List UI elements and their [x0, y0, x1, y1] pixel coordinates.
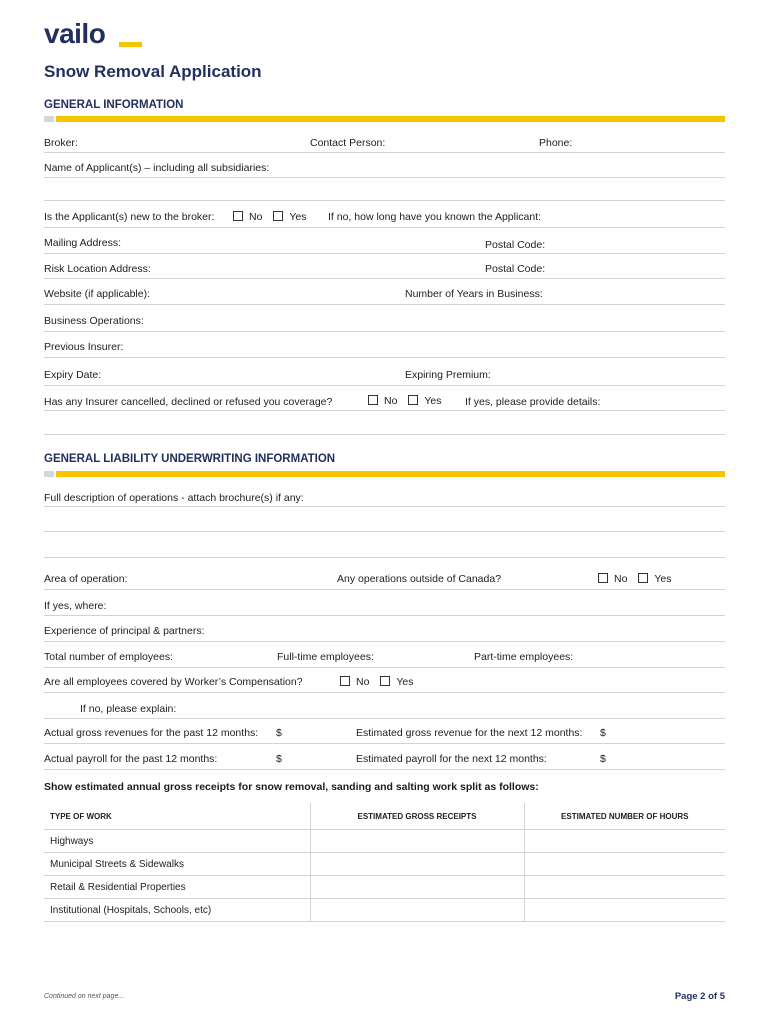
yes-label: Yes — [289, 211, 307, 223]
area-line[interactable] — [44, 589, 725, 590]
type-of-work-header: TYPE OF WORK — [44, 803, 310, 830]
new-to-broker-yes-checkbox[interactable] — [273, 211, 283, 221]
actual-revenue-currency: $ — [276, 727, 282, 739]
table-row — [44, 899, 725, 922]
receipts-cell[interactable] — [310, 830, 524, 853]
table-header-row — [44, 803, 725, 830]
table-row — [44, 876, 725, 899]
revenue-line[interactable] — [44, 743, 725, 744]
work-type-municipal: Municipal Streets & Sidewalks — [44, 853, 310, 876]
part-time-label: Part-time employees: — [474, 651, 574, 663]
work-split-table — [44, 803, 725, 922]
phone-label: Phone: — [539, 137, 573, 149]
new-to-broker-label: Is the Applicant(s) new to the broker: — [44, 211, 215, 223]
previous-insurer-line[interactable] — [44, 357, 725, 358]
total-employees-label: Total number of employees: — [44, 651, 173, 663]
section-bar-grey — [44, 471, 54, 477]
number-of-hours-header: ESTIMATED NUMBER OF HOURS — [524, 803, 725, 830]
wc-yes-checkbox[interactable] — [380, 676, 390, 686]
receipts-cell[interactable] — [310, 876, 524, 899]
cancelled-no-checkbox[interactable] — [368, 395, 378, 405]
est-payroll-label: Estimated payroll for the next 12 months: — [356, 753, 547, 765]
table-row — [44, 853, 725, 876]
experience-line[interactable] — [44, 641, 725, 642]
mailing-address-label: Mailing Address: — [44, 237, 122, 249]
no-label: No — [249, 211, 263, 223]
payroll-line[interactable] — [44, 769, 725, 770]
description-line-1[interactable] — [44, 506, 725, 507]
vailo-logo: vailo — [44, 18, 106, 49]
actual-payroll-currency: $ — [276, 753, 282, 765]
liability-heading: GENERAL LIABILITY UNDERWRITING INFORMATION — [44, 453, 336, 465]
yes-label: Yes — [654, 573, 672, 585]
applicant-line-2[interactable] — [44, 200, 725, 201]
gross-receipts-header: ESTIMATED GROSS RECEIPTS — [310, 803, 524, 830]
outside-canada-yes-checkbox[interactable] — [638, 573, 648, 583]
page-title: Snow Removal Application — [44, 62, 262, 81]
expiry-line[interactable] — [44, 385, 725, 386]
business-operations-line[interactable] — [44, 331, 725, 332]
hours-cell[interactable] — [524, 853, 725, 876]
previous-insurer-label: Previous Insurer: — [44, 341, 124, 353]
page-number: Page 2 of 5 — [674, 991, 725, 1002]
hours-cell[interactable] — [524, 876, 725, 899]
where-line[interactable] — [44, 615, 725, 616]
postal-code-2-label: Postal Code: — [485, 263, 546, 275]
expiring-premium-label: Expiring Premium: — [405, 369, 491, 381]
business-operations-label: Business Operations: — [44, 315, 144, 327]
how-long-label: If no, how long have you known the Applicant: — [328, 211, 542, 223]
est-revenue-currency: $ — [600, 727, 606, 739]
continued-note: Continued on next page... — [44, 993, 125, 1000]
mailing-address-line[interactable] — [44, 253, 725, 254]
work-type-institutional: Institutional (Hospitals, Schools, etc) — [44, 899, 310, 922]
broker-line[interactable] — [44, 152, 725, 153]
receipts-cell[interactable] — [310, 899, 524, 922]
divider — [44, 227, 725, 228]
logo-underscore — [119, 42, 142, 47]
outside-canada-label: Any operations outside of Canada? — [337, 573, 502, 585]
actual-revenue-label: Actual gross revenues for the past 12 months: — [44, 727, 259, 739]
new-to-broker-no-checkbox[interactable] — [233, 211, 243, 221]
yes-label: Yes — [396, 676, 414, 688]
hours-cell[interactable] — [524, 899, 725, 922]
section-bar-yellow — [56, 116, 725, 122]
full-description-label: Full description of operations - attach brochure(s) if any: — [44, 492, 304, 504]
cancelled-label: Has any Insurer cancelled, declined or refused you coverage? — [44, 396, 333, 408]
area-of-operation-label: Area of operation: — [44, 573, 128, 585]
wc-covered-label: Are all employees covered by Worker’s Compensation? — [44, 676, 303, 688]
cancelled-options — [368, 395, 450, 407]
actual-payroll-label: Actual payroll for the past 12 months: — [44, 753, 218, 765]
no-label: No — [384, 395, 398, 407]
outside-canada-options — [598, 573, 680, 585]
if-yes-where-label: If yes, where: — [44, 600, 107, 612]
work-type-highways: Highways — [44, 830, 310, 853]
est-payroll-currency: $ — [600, 753, 606, 765]
divider — [44, 692, 725, 693]
postal-code-label: Postal Code: — [485, 239, 546, 251]
no-label: No — [614, 573, 628, 585]
expiry-date-label: Expiry Date: — [44, 369, 102, 381]
description-line-3[interactable] — [44, 557, 725, 558]
cancelled-yes-checkbox[interactable] — [408, 395, 418, 405]
website-label: Website (if applicable): — [44, 288, 151, 300]
yes-label: Yes — [424, 395, 442, 407]
work-type-retail: Retail & Residential Properties — [44, 876, 310, 899]
receipts-cell[interactable] — [310, 853, 524, 876]
years-in-business-label: Number of Years in Business: — [405, 288, 543, 300]
est-revenue-label: Estimated gross revenue for the next 12 months: — [356, 727, 583, 739]
if-no-explain-label: If no, please explain: — [80, 703, 177, 715]
split-heading: Show estimated annual gross receipts for snow removal, sanding and salting work split as follows: — [44, 781, 539, 793]
explain-line[interactable] — [44, 718, 725, 719]
section-bar-grey — [44, 116, 54, 122]
experience-label: Experience of principal & partners: — [44, 625, 205, 637]
applicant-line-1[interactable] — [44, 177, 725, 178]
website-line[interactable] — [44, 304, 725, 305]
section-bar-yellow — [56, 471, 725, 477]
broker-label: Broker: — [44, 137, 78, 149]
wc-covered-options — [340, 676, 422, 688]
details-line-1[interactable] — [44, 410, 725, 411]
risk-location-label: Risk Location Address: — [44, 263, 151, 275]
full-time-label: Full-time employees: — [277, 651, 374, 663]
employees-line[interactable] — [44, 667, 725, 668]
details-line-2[interactable] — [44, 434, 725, 435]
new-to-broker-options — [233, 211, 315, 223]
contact-person-label: Contact Person: — [310, 137, 386, 149]
applicant-name-label: Name of Applicant(s) – including all subsidiaries: — [44, 162, 270, 174]
wc-no-checkbox[interactable] — [340, 676, 350, 686]
details-label: If yes, please provide details: — [465, 396, 601, 408]
no-label: No — [356, 676, 370, 688]
table-row — [44, 830, 725, 853]
general-information-heading: GENERAL INFORMATION — [44, 99, 184, 111]
hours-cell[interactable] — [524, 830, 725, 853]
description-line-2[interactable] — [44, 531, 725, 532]
outside-canada-no-checkbox[interactable] — [598, 573, 608, 583]
risk-location-line[interactable] — [44, 278, 725, 279]
